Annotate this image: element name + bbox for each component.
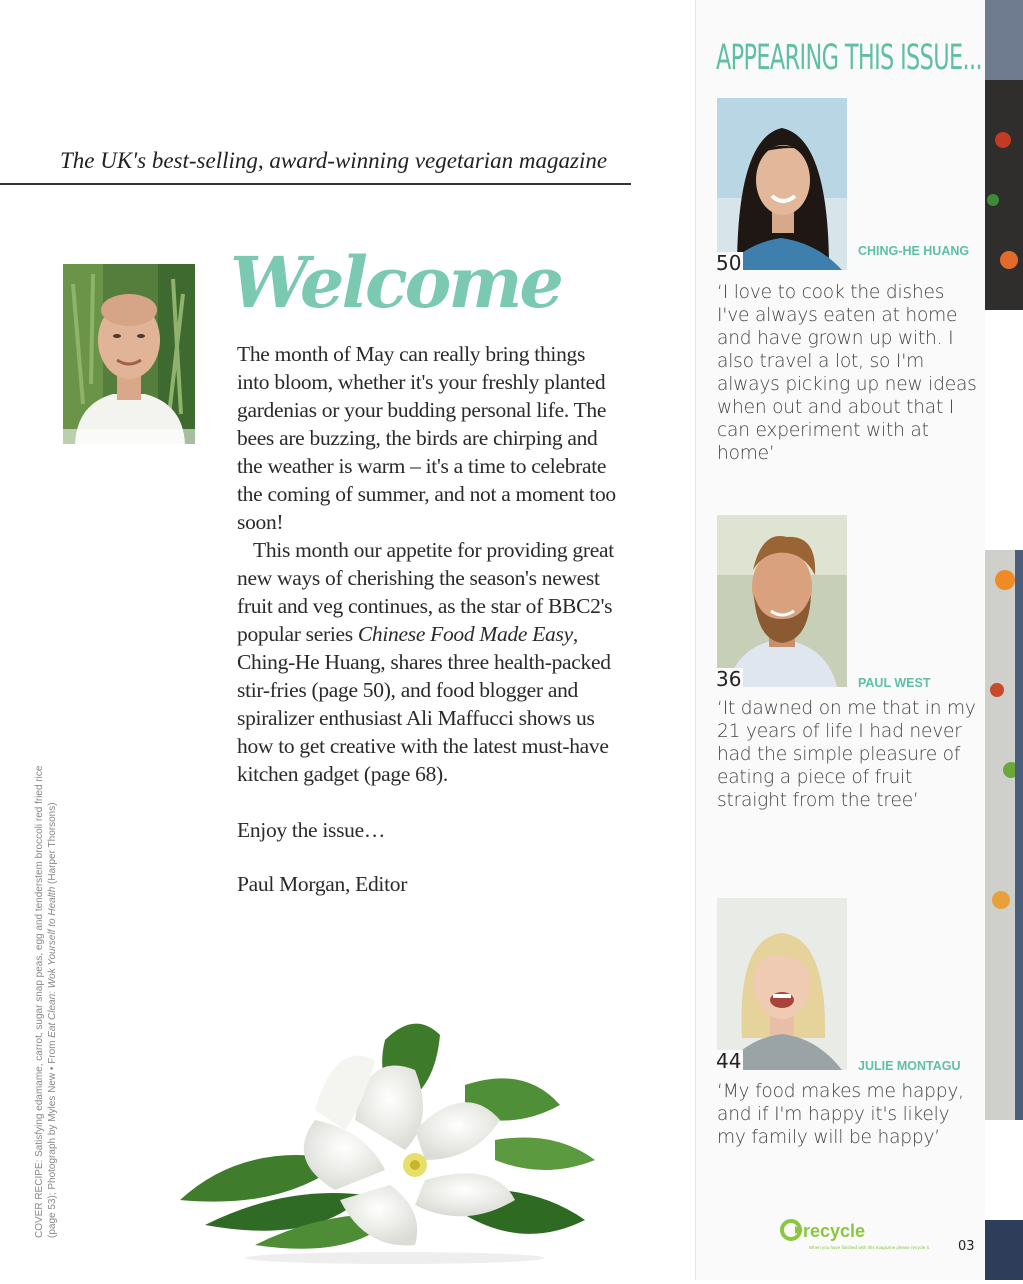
contributor-photo-paul-west xyxy=(717,515,847,687)
credit-book-title: Eat Clean: Wok Yourself to Health xyxy=(47,886,58,1038)
editor-photo xyxy=(63,264,195,444)
appearing-this-issue-heading: APPEARING THIS ISSUE... xyxy=(716,38,982,78)
tagline-rule xyxy=(0,183,631,185)
letter-paragraph-1: The month of May can really bring things into bloom, whether it's your freshly planted gardenias or your budding personal life. The bees are buzzing, the birds are chirping and the weather is warm – it's a time to celebrate the coming of summer, and not a moment too soon! xyxy=(237,342,616,534)
recycle-note: When you have finished with this magazine please recycle it. xyxy=(809,1245,931,1250)
contributor-page-number: 36 xyxy=(716,667,742,691)
contributor-page-number: 44 xyxy=(716,1049,742,1073)
contributor-name: CHING-HE HUANG xyxy=(858,244,970,258)
letter-paragraph-2-end: , Ching-He Huang, shares three health-packed stir-fries (page 50), and food blogger and spiralizer enthusiast Ali Maffucci shows us how to get creative with the latest must-have kitchen gadget (page 68). xyxy=(237,622,611,786)
gardenia-flower-image xyxy=(165,1010,615,1265)
series-title: Chinese Food Made Easy xyxy=(357,622,573,646)
adjacent-page-edge xyxy=(985,0,1023,1280)
cover-recipe-credit xyxy=(33,758,59,1238)
recycle-word: recycle xyxy=(803,1221,866,1241)
contributor-name: JULIE MONTAGU xyxy=(858,1059,961,1073)
credit-publisher: (Harper Thorsons) xyxy=(47,802,58,887)
contributor-quote: ‘My food makes me happy, and if I'm happy it's likely my family will be happy’ xyxy=(717,1081,964,1148)
contributor-name: PAUL WEST xyxy=(858,676,931,690)
magazine-tagline: The UK's best-selling, award-winning vegetarian magazine xyxy=(60,148,608,173)
welcome-heading: Welcome xyxy=(230,241,561,324)
letter-signoff: Enjoy the issue… xyxy=(237,818,386,842)
contributor-photo-julie-montagu xyxy=(716,898,847,1073)
editor-signature: Paul Morgan, Editor xyxy=(237,872,408,896)
recycle-logo xyxy=(779,1216,931,1258)
editor-letter xyxy=(237,340,617,898)
letter-paragraph-2 xyxy=(237,536,617,788)
credit-text: COVER RECIPE: Satisfying edamame, carrot, sugar snap peas, egg and tenderstem broccoli red fried rice (page 53); Photograph by Myles New • From xyxy=(34,765,58,1238)
contributor-quote: ‘It dawned on me that in my 21 years of life I had never had the simple pleasure of eating a piece of fruit straight from the tree’ xyxy=(717,698,976,811)
contributor-quote: ‘I love to cook the dishes I've always eaten at home and have grown up with. I also travel a lot, so I'm always picking up new ideas when out and about that I can experiment with at home’ xyxy=(717,282,977,464)
contributor-photo-ching-he-huang xyxy=(717,98,847,270)
letter-paragraph-2-start: This month our appetite for providing great new ways of cherishing the season's newest fruit and veg continues, as the star of BBC2's popular series xyxy=(237,538,614,646)
contributor-page-number: 50 xyxy=(716,251,742,275)
page-folio: 03 xyxy=(958,1239,975,1254)
